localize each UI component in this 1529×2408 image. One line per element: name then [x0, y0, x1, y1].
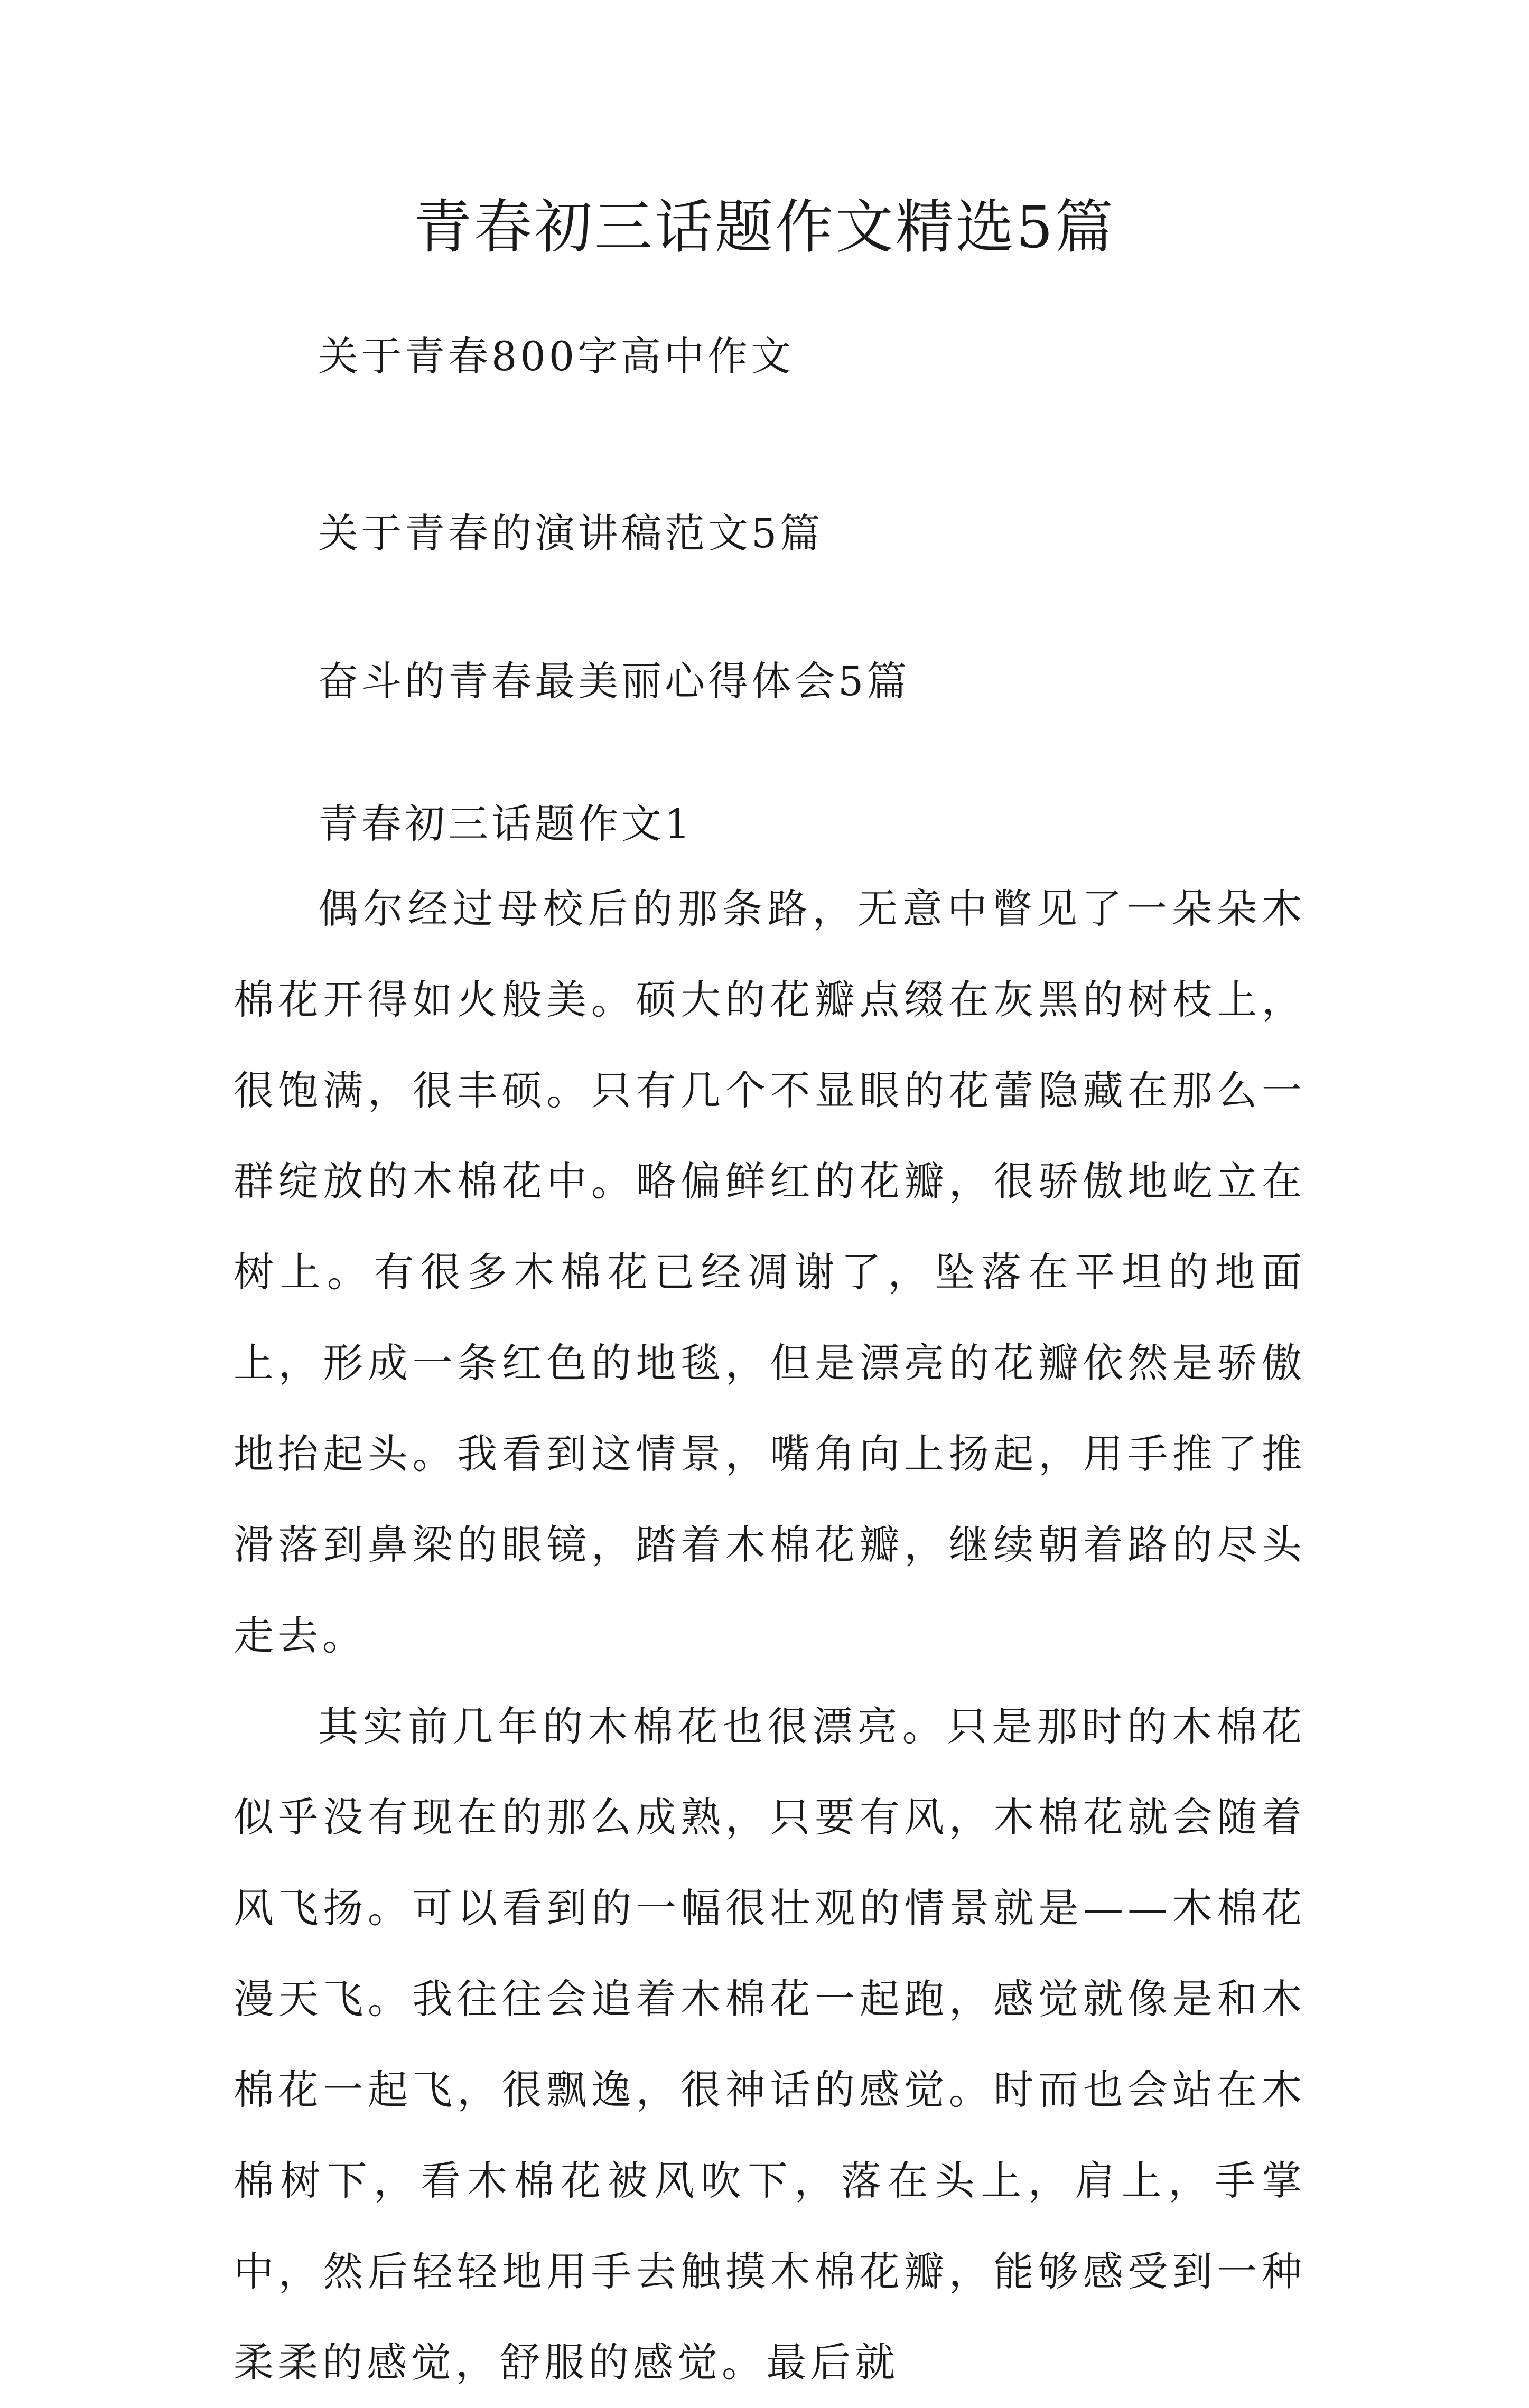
essay-body	[234, 864, 1306, 2408]
essay-paragraph: 偶尔经过母校后的那条路，无意中瞥见了一朵朵木棉花开得如火般美。硕大的花瓣点缀在灰黑的树枝上，很饱满，很丰硕。只有几个不显眼的花蕾隐藏在那么一群绽放的木棉花中。略偏鲜红的花瓣，很骄傲地屹立在树上。有很多木棉花已经凋谢了，坠落在平坦的地面上，形成一条红色的地毯，但是漂亮的花瓣依然是骄傲地抬起头。我看到这情景，嘴角向上扬起，用手推了推滑落到鼻梁的眼镜，踏着木棉花瓣，继续朝着路的尽头走去。	[234, 885, 1306, 1659]
related-article-link[interactable]: 关于青春800字高中作文	[318, 333, 795, 380]
related-article-link[interactable]: 关于青春的演讲稿范文5篇	[318, 510, 824, 557]
document-title: 青春初三话题作文精选5篇	[414, 193, 1115, 261]
section-heading: 青春初三话题作文1	[318, 800, 694, 847]
essay-paragraph: 其实前几年的木棉花也很漂亮。只是那时的木棉花似乎没有现在的那么成熟，只要有风，木棉花就会随着风飞扬。可以看到的一幅很壮观的情景就是——木棉花漫天飞。我往往会追着木棉花一起跑，感觉就像是和木棉花一起飞，很飘逸，很神话的感觉。时而也会站在木棉树下，看木棉花被风吹下，落在头上，肩上，手掌中，然后轻轻地用手去触摸木棉花瓣，能够感受到一种柔柔的感觉，舒服的感觉。最后就	[234, 1703, 1306, 2386]
related-article-link[interactable]: 奋斗的青春最美丽心得体会5篇	[318, 658, 910, 705]
